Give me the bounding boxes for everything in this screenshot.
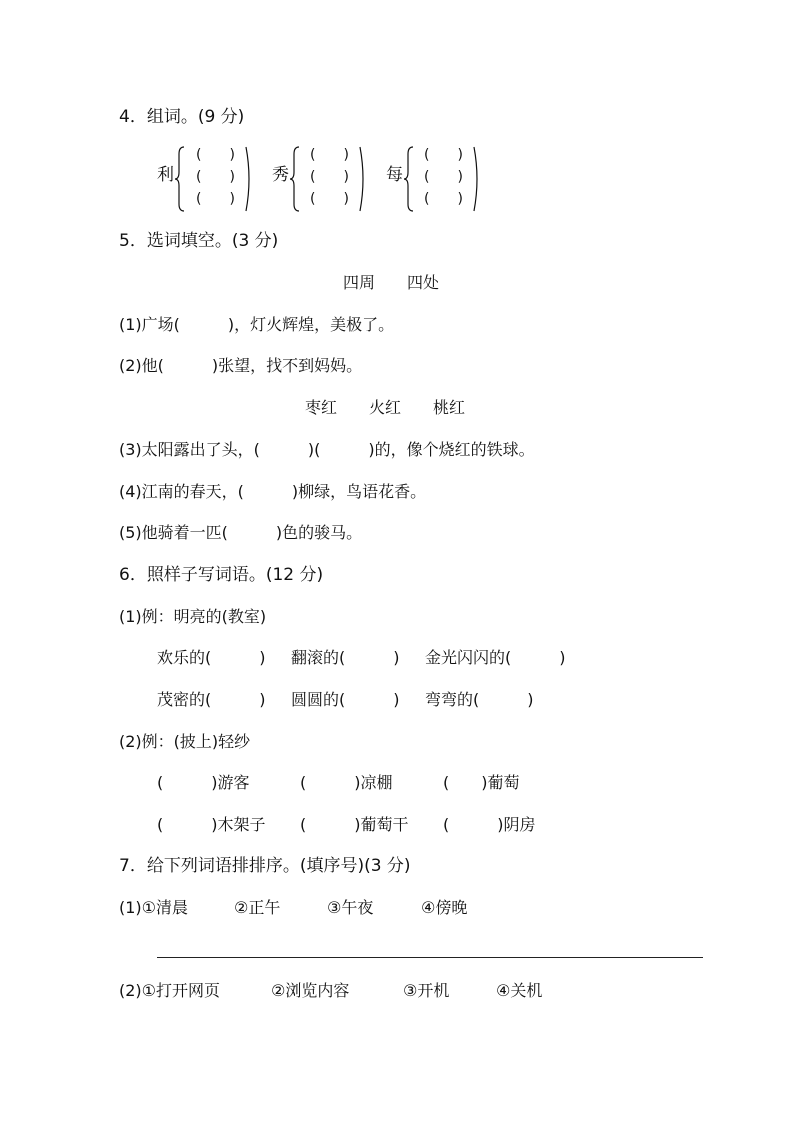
- q6-blank: ( )葡萄: [443, 773, 520, 792]
- q5-title: 5．选词填空。(3 分): [119, 231, 279, 251]
- q7-option: ③午夜: [327, 898, 374, 917]
- q6-blank: 金光闪闪的( ): [425, 648, 566, 667]
- q5-item: (2)他( )张望，找不到妈妈。: [119, 356, 363, 375]
- q4-slot[interactable]: ( ): [424, 147, 463, 163]
- q4-slot[interactable]: ( ): [424, 169, 463, 185]
- q7-option: ②正午: [234, 898, 281, 917]
- q5-item: (3)太阳露出了头，( )( )的，像个烧红的铁球。: [119, 440, 535, 459]
- left-brace-icon: [175, 146, 185, 212]
- q6-blank: ( )木架子: [157, 815, 266, 834]
- q6-blank: ( )凉棚: [300, 773, 393, 792]
- q4-slot[interactable]: ( ): [310, 191, 349, 207]
- q6-example-1: (1)例：明亮的(教室): [119, 607, 267, 626]
- q6-example-2: (2)例：(披上)轻纱: [119, 732, 251, 751]
- q4-title: 4．组词。(9 分): [119, 107, 245, 127]
- q5-item: (4)江南的春天，( )柳绿，鸟语花香。: [119, 482, 427, 501]
- q6-blank: ( )阴房: [443, 815, 536, 834]
- left-brace-icon: [404, 146, 414, 212]
- q7-option: ③开机: [403, 981, 450, 1000]
- q6-title: 6．照样子写词语。(12 分): [119, 565, 324, 585]
- q7-option: ②浏览内容: [271, 981, 350, 1000]
- q4-group-char: 秀: [272, 165, 289, 185]
- left-brace-icon: [290, 146, 300, 212]
- q5-item: (5)他骑着一匹( )色的骏马。: [119, 523, 363, 542]
- q4-slot[interactable]: ( ): [310, 169, 349, 185]
- q4-group-char: 每: [386, 165, 403, 185]
- q6-blank: ( )游客: [157, 773, 250, 792]
- q4-slot[interactable]: ( ): [196, 169, 235, 185]
- q7-title: 7．给下列词语排排序。(填序号)(3 分): [119, 856, 411, 876]
- q5-word-options-2: 枣红 火红 桃红: [305, 398, 466, 417]
- q4-group-char: 利: [157, 165, 174, 185]
- right-paren-icon: [358, 146, 368, 212]
- q4-slot[interactable]: ( ): [424, 191, 463, 207]
- q6-blank: 茂密的( ): [157, 690, 266, 709]
- q4-slot[interactable]: ( ): [310, 147, 349, 163]
- q4-slot[interactable]: ( ): [196, 191, 235, 207]
- q6-blank: 欢乐的( ): [157, 648, 266, 667]
- q7-option: ④傍晚: [421, 898, 468, 917]
- q5-item: (1)广场( )，灯火辉煌，美极了。: [119, 315, 395, 334]
- right-paren-icon: [244, 146, 254, 212]
- q7-option: (2)①打开网页: [119, 981, 221, 1000]
- answer-line[interactable]: [157, 957, 703, 958]
- q6-blank: 弯弯的( ): [425, 690, 534, 709]
- right-paren-icon: [472, 146, 482, 212]
- q6-blank: 翻滚的( ): [291, 648, 400, 667]
- q7-option: (1)①清晨: [119, 898, 189, 917]
- q6-blank: ( )葡萄干: [300, 815, 409, 834]
- q7-option: ④关机: [496, 981, 543, 1000]
- q5-word-options-1: 四周 四处: [343, 273, 440, 292]
- q4-slot[interactable]: ( ): [196, 147, 235, 163]
- q6-blank: 圆圆的( ): [291, 690, 400, 709]
